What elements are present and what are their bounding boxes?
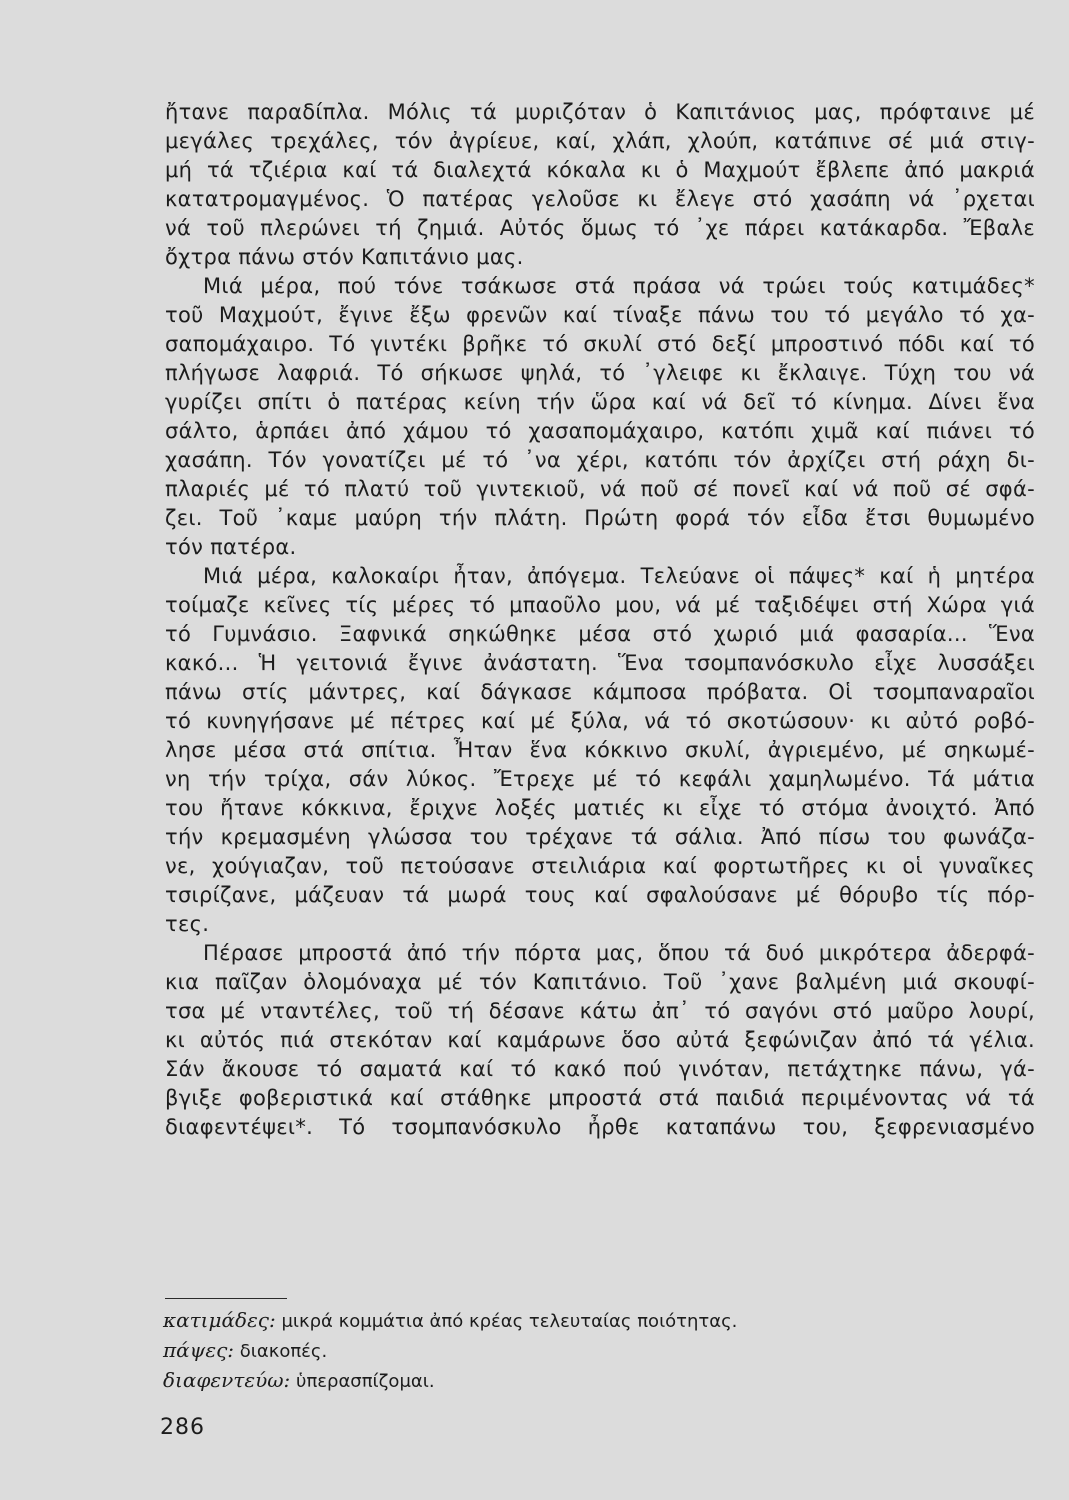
text-line: μή τά τζιέρια καί τά διαλεχτά κόκαλα κι ὁ Μαχμούτ ἔβλεπε ἀπό μακριά (165, 158, 1035, 182)
text-line: του ἤτανε κόκκινα, ἔριχνε λοξές ματιές κι εἶχε τό στόμα ἀνοιχτό. Ἀπό (165, 796, 1035, 820)
text-line: νε, χούγιαζαν, τοῦ πετούσανε στειλιάρια καί φορτωτῆρες κι οἱ γυναῖκες (165, 854, 1035, 878)
paragraph (165, 562, 1035, 939)
footnote-term: πάψες: (163, 1338, 235, 1362)
footnote (163, 1306, 737, 1336)
text-line: τό κυνηγήσανε μέ πέτρες καί μέ ξύλα, νά τό σκοτώσουν· κι αὐτό ροβό- (165, 709, 1035, 733)
text-line: χασάπη. Τόν γονατίζει μέ τό ᾽να χέρι, κατόπι τόν ἀρχίζει στή ράχη δι- (165, 448, 1035, 472)
footnote-term: διαφεντεύω: (163, 1368, 291, 1392)
text-line: κια παῖζαν ὁλομόναχα μέ τόν Καπιτάνιο. Τοῦ ᾽χανε βαλμένη μιά σκουφί- (165, 970, 1035, 994)
text-line: πλαριές μέ τό πλατύ τοῦ γιντεκιοῦ, νά ποῦ σέ πονεῖ καί νά ποῦ σέ σφά- (165, 477, 1035, 501)
text-line: Μιά μέρα, καλοκαίρι ἦταν, ἀπόγεμα. Τελεύανε οἱ πάψες* καί ἡ μητέρα (203, 564, 1035, 588)
text-line: πλήγωσε λαφριά. Τό σήκωσε ψηλά, τό ᾽γλειφε κι ἔκλαιγε. Τύχη του νά (165, 361, 1035, 385)
text-line: τσα μέ νταντέλες, τοῦ τή δέσανε κάτω ἀπ᾽ τό σαγόνι στό μαῦρο λουρί, (165, 999, 1035, 1023)
text-line: τό Γυμνάσιο. Ξαφνικά σηκώθηκε μέσα στό χωριό μιά φασαρία... Ἕνα (165, 622, 1035, 646)
text-line: ζει. Τοῦ ᾽καμε μαύρη τήν πλάτη. Πρώτη φορά τόν εἶδα ἔτσι θυμωμένο (165, 506, 1035, 530)
paragraph (165, 98, 1035, 272)
text-line: τοῦ Μαχμούτ, ἔγινε ἔξω φρενῶν καί τίναξε πάνω του τό μεγάλο τό χα- (165, 303, 1035, 327)
footnote-definition: διακοπές. (239, 1341, 328, 1362)
text-line: τοίμαζε κεῖνες τίς μέρες τό μπαοῦλο μου, νά μέ ταξιδέψει στή Χώρα γιά (165, 593, 1035, 617)
footnote-term: κατιμάδες: (163, 1308, 276, 1332)
footnote (163, 1366, 737, 1396)
text-line: σαπομάχαιρο. Τό γιντέκι βρῆκε τό σκυλί στό δεξί μπροστινό πόδι καί τό (165, 332, 1035, 356)
text-line: Πέρασε μπροστά ἀπό τήν πόρτα μας, ὅπου τά δυό μικρότερα ἀδερφά- (203, 941, 1035, 965)
text-line: τήν κρεμασμένη γλώσσα του τρέχανε τά σάλια. Ἀπό πίσω του φωνάζα- (165, 825, 1035, 849)
text-line: τες. (165, 912, 210, 936)
text-line: μεγάλες τρεχάλες, τόν ἀγρίευε, καί, χλάπ, χλούπ, κατάπινε σέ μιά στιγ- (165, 129, 1035, 153)
text-line: νη τήν τρίχα, σάν λύκος. Ἔτρεχε μέ τό κεφάλι χαμηλωμένο. Τά μάτια (165, 767, 1035, 791)
paragraph (165, 272, 1035, 562)
text-line: Σάν ἄκουσε τό σαματά καί τό κακό πού γινόταν, πετάχτηκε πάνω, γά- (165, 1057, 1035, 1081)
text-line: πάνω στίς μάντρες, καί δάγκασε κάμποσα πρόβατα. Οἱ τσομπαναραῖοι (165, 680, 1035, 704)
footnote-definition: ὑπερασπίζομαι. (296, 1371, 435, 1392)
text-line: λησε μέσα στά σπίτια. Ἦταν ἕνα κόκκινο σκυλί, ἀγριεμένο, μέ σηκωμέ- (165, 738, 1035, 762)
paragraph (165, 939, 1035, 1142)
text-line: σάλτο, ἁρπάει ἀπό χάμου τό χασαπομάχαιρο, κατόπι χιμᾶ καί πιάνει τό (165, 419, 1035, 443)
text-line: νά τοῦ πλερώνει τή ζημιά. Αὐτός ὅμως τό ᾽χε πάρει κατάκαρδα. Ἔβαλε (165, 216, 1035, 240)
text-line: κατατρομαγμένος. Ὁ πατέρας γελοῦσε κι ἔλεγε στό χασάπη νά ᾽ρχεται (165, 187, 1035, 211)
text-line: Μιά μέρα, πού τόνε τσάκωσε στά πράσα νά τρώει τούς κατιμάδες* (203, 274, 1035, 298)
text-line: βγιξε φοβεριστικά καί στάθηκε μπροστά στά παιδιά περιμένοντας νά τά (165, 1086, 1035, 1110)
footnote-definition: μικρά κομμάτια ἀπό κρέας τελευταίας ποιότητας. (281, 1311, 738, 1332)
text-line: κι αὐτός πιά στεκόταν καί καμάρωνε ὅσο αὐτά ξεφώνιζαν ἀπό τά γέλια. (165, 1028, 1035, 1052)
page-number: 286 (160, 1415, 205, 1440)
text-line: τόν πατέρα. (165, 535, 297, 559)
text-line: γυρίζει σπίτι ὁ πατέρας κείνη τήν ὥρα καί νά δεῖ τό κίνημα. Δίνει ἕνα (165, 390, 1035, 414)
text-line: κακό... Ἡ γειτονιά ἔγινε ἀνάστατη. Ἕνα τσομπανόσκυλο εἶχε λυσσάξει (165, 651, 1035, 675)
text-line: ἤτανε παραδίπλα. Μόλις τά μυριζόταν ὁ Καπιτάνιος μας, πρόφταινε μέ (165, 100, 1035, 124)
text-line: τσιρίζανε, μάζευαν τά μωρά τους καί σφαλούσανε μέ θόρυβο τίς πόρ- (165, 883, 1035, 907)
body-text (165, 98, 1035, 1142)
footnote (163, 1336, 737, 1366)
footnotes (163, 1306, 737, 1396)
footnote-divider (165, 1298, 287, 1299)
text-line: διαφεντέψει*. Τό τσομπανόσκυλο ἦρθε καταπάνω του, ξεφρενιασμένο (165, 1115, 1035, 1139)
text-line: ὄχτρα πάνω στόν Καπιτάνιο μας. (165, 245, 524, 269)
